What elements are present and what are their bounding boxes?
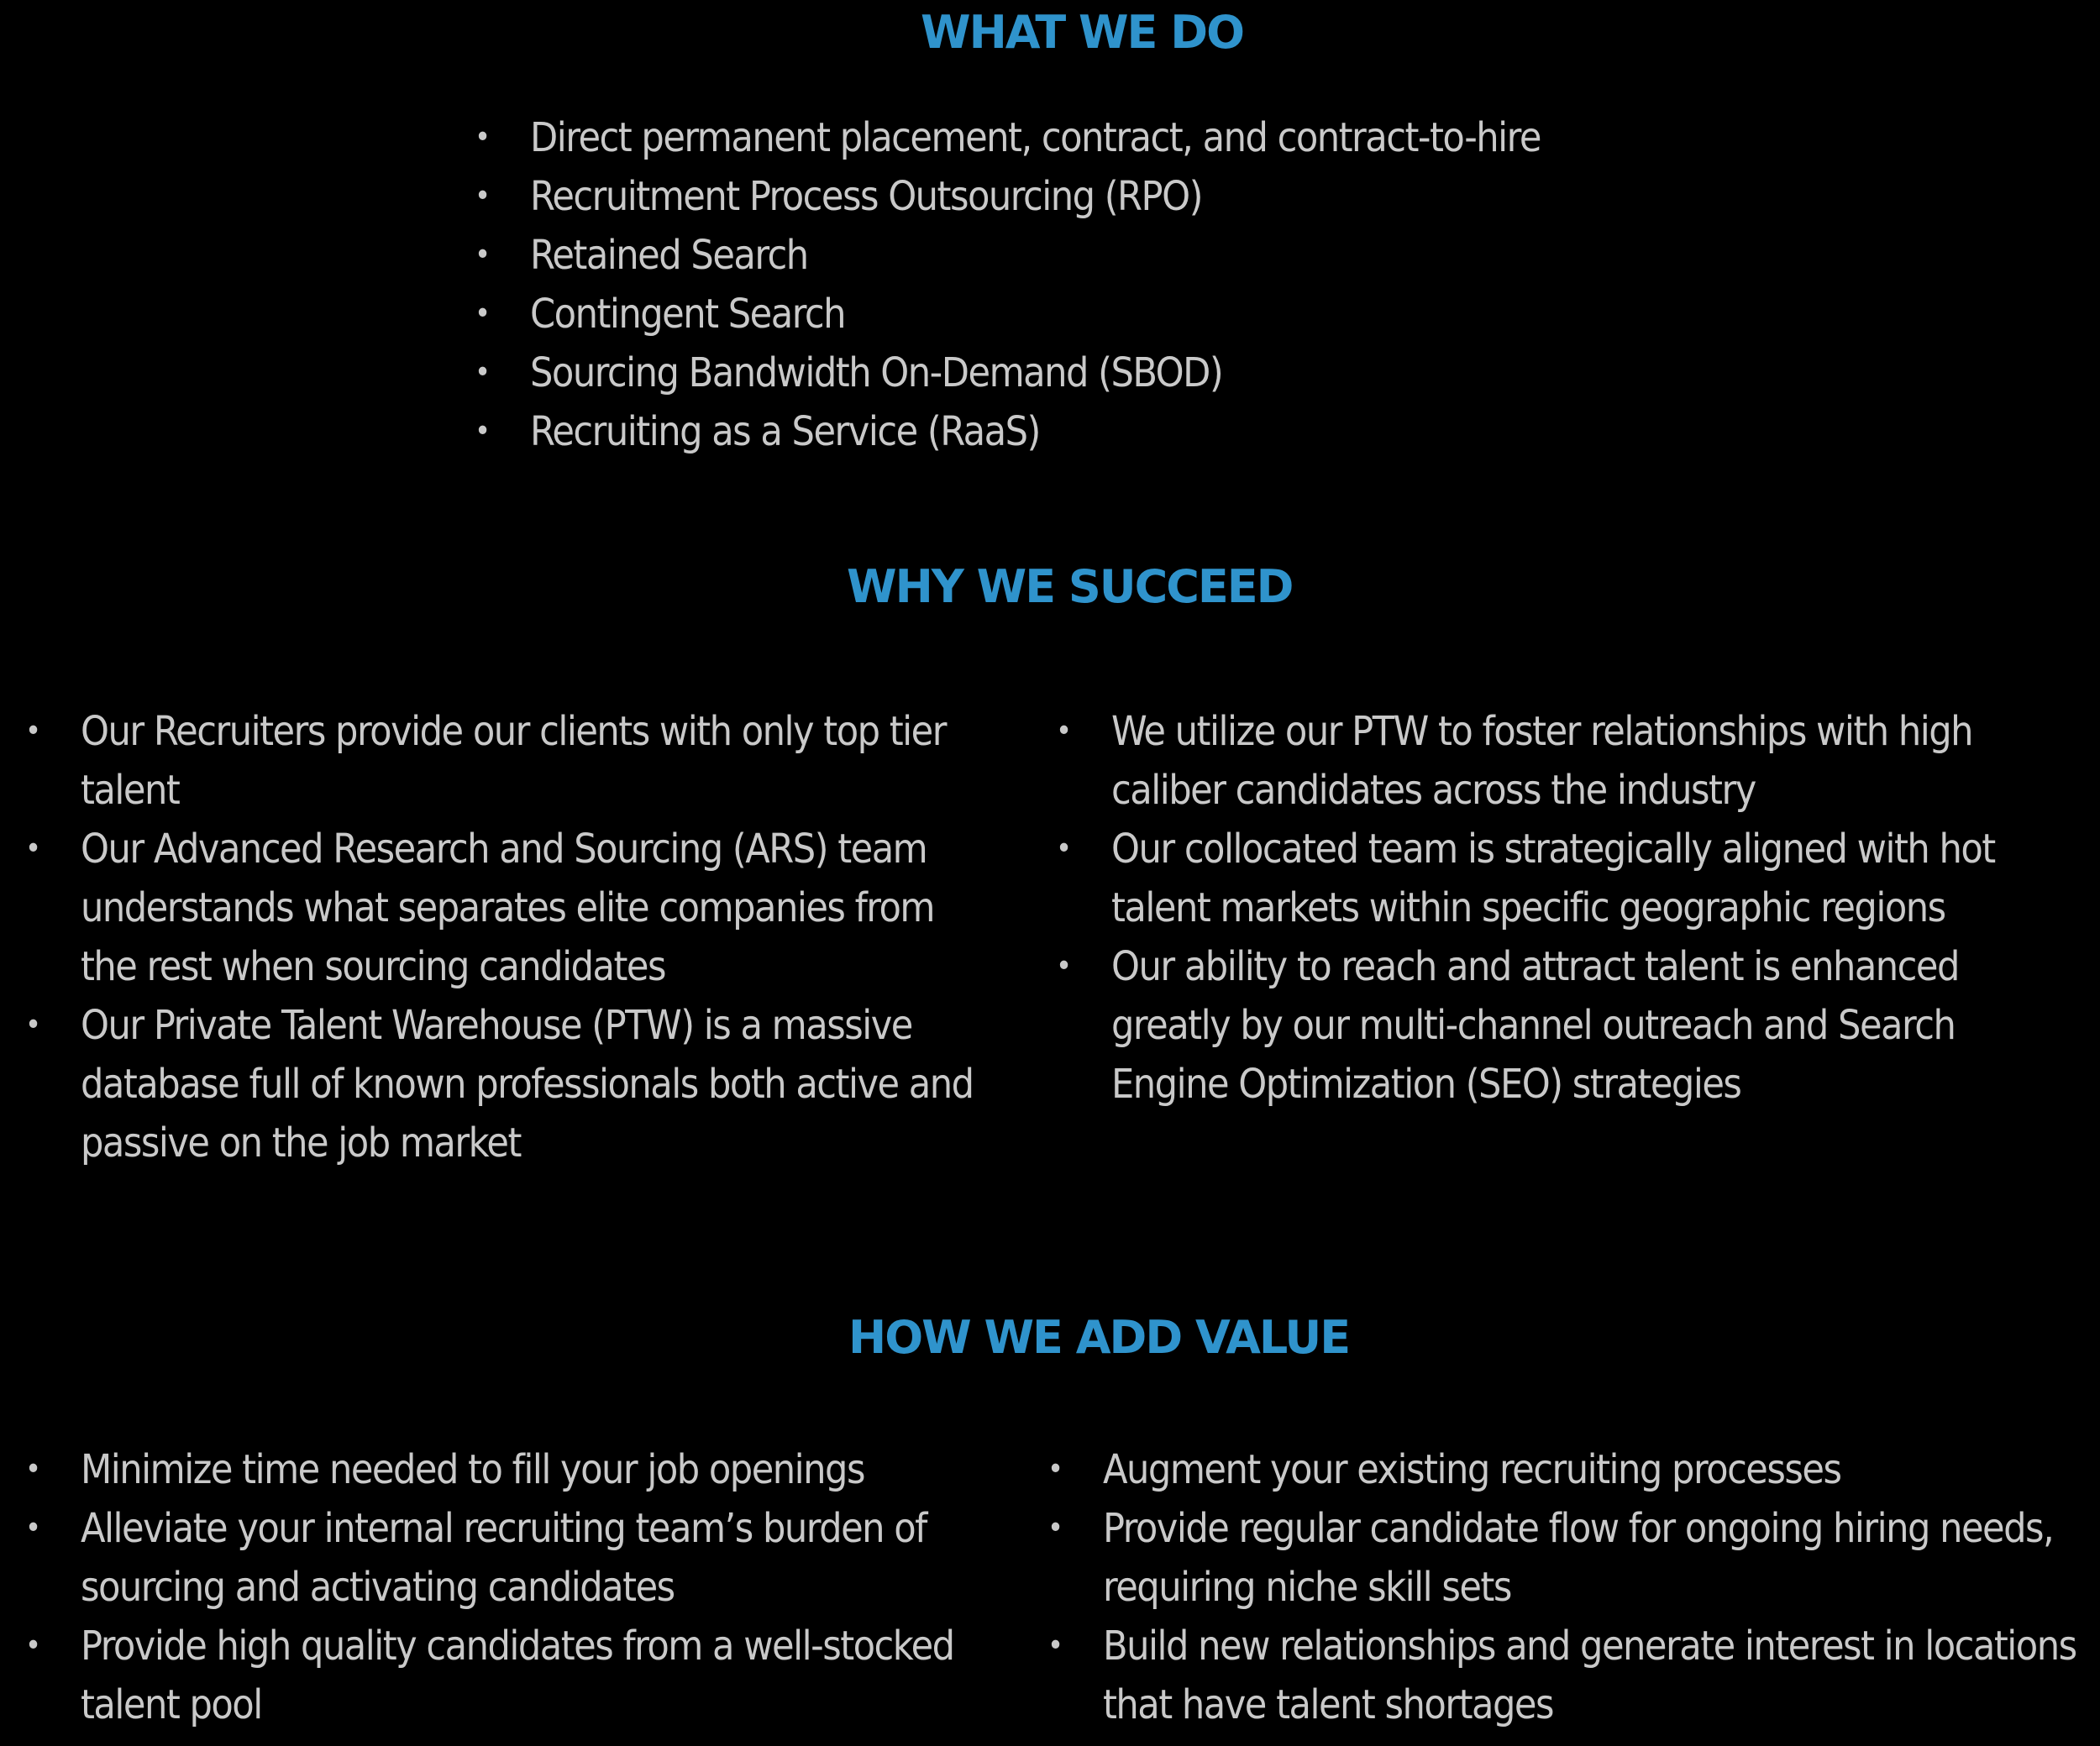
bullet-icon: • (25, 1628, 40, 1663)
how-we-add-value-left-list (25, 1440, 1033, 1734)
list-item (1047, 1499, 2081, 1617)
bullet-icon: • (475, 355, 490, 390)
list-item-text: Our ability to reach and attract talent is enhanced greatly by our multi-channel outreach and Search Engine Optimization (SEO) strategies (1111, 943, 1959, 1108)
list-item-text: Our Recruiters provide our clients with only top tier talent (81, 708, 946, 814)
list-item (475, 343, 1651, 402)
bullet-icon: • (25, 1452, 40, 1486)
list-item-text: Recruiting as a Service (RaaS) (530, 408, 1040, 455)
bullet-icon: • (25, 1511, 40, 1545)
list-item-text: Direct permanent placement, contract, and contract-to-hire (530, 114, 1541, 161)
why-we-succeed-left-list (25, 702, 1000, 1172)
what-we-do-list (475, 108, 1651, 461)
bullet-icon: • (475, 296, 490, 331)
bullet-icon: • (475, 120, 490, 155)
bullet-icon: • (25, 1008, 40, 1042)
list-item (475, 108, 1651, 167)
list-item (25, 996, 1000, 1172)
list-item (1047, 1440, 2081, 1499)
list-item-text: Augment your existing recruiting processes (1103, 1446, 1841, 1493)
bullet-icon: • (1056, 949, 1071, 983)
list-item (25, 1617, 1033, 1734)
list-item (475, 167, 1651, 226)
bullet-icon: • (475, 414, 490, 448)
list-item (475, 285, 1651, 343)
list-item-text: Minimize time needed to fill your job openings (81, 1446, 864, 1493)
what-we-do-heading: WHAT WE DO (921, 6, 1243, 59)
why-we-succeed-right-list (1056, 702, 2081, 1114)
list-item (1056, 702, 2081, 820)
bullet-icon: • (25, 714, 40, 748)
bullet-icon: • (1047, 1628, 1063, 1663)
bullet-icon: • (1047, 1452, 1063, 1486)
list-item-text: Our Advanced Research and Sourcing (ARS) team understands what separates elite companies from the rest when sourcing candidates (81, 826, 934, 990)
list-item (475, 402, 1651, 461)
list-item-text: Contingent Search (530, 291, 846, 338)
list-item-text: Sourcing Bandwidth On-Demand (SBOD) (530, 349, 1223, 396)
list-item-text: Alleviate your internal recruiting team’s burden of sourcing and activating candidates (81, 1505, 927, 1611)
bullet-icon: • (1056, 831, 1071, 866)
list-item-text: Retained Search (530, 232, 808, 279)
bullet-icon: • (25, 831, 40, 866)
list-item (1056, 820, 2081, 937)
bullet-icon: • (1056, 714, 1071, 748)
how-we-add-value-heading: HOW WE ADD VALUE (848, 1311, 1350, 1364)
why-we-succeed-heading: WHY WE SUCCEED (847, 560, 1293, 613)
list-item (475, 226, 1651, 285)
list-item (25, 1499, 1033, 1617)
list-item-text: Our collocated team is strategically aligned with hot talent markets within specific geographic regions (1111, 826, 1995, 931)
list-item-text: Provide regular candidate flow for ongoing hiring needs, requiring niche skill sets (1103, 1505, 2054, 1611)
bullet-icon: • (475, 238, 490, 272)
list-item (1056, 937, 2081, 1114)
bullet-icon: • (475, 179, 490, 213)
list-item (1047, 1617, 2081, 1734)
list-item-text: Build new relationships and generate interest in locations that have talent shortages (1103, 1623, 2076, 1728)
list-item (25, 1440, 1033, 1499)
list-item-text: Provide high quality candidates from a well-stocked talent pool (81, 1623, 954, 1728)
list-item-text: Recruitment Process Outsourcing (RPO) (530, 173, 1202, 220)
list-item-text: We utilize our PTW to foster relationships with high caliber candidates across the industry (1111, 708, 1973, 814)
list-item-text: Our Private Talent Warehouse (PTW) is a massive database full of known professionals both active and passive on the job market (81, 1002, 974, 1167)
list-item (25, 820, 1000, 996)
list-item (25, 702, 1000, 820)
how-we-add-value-right-list (1047, 1440, 2081, 1734)
bullet-icon: • (1047, 1511, 1063, 1545)
